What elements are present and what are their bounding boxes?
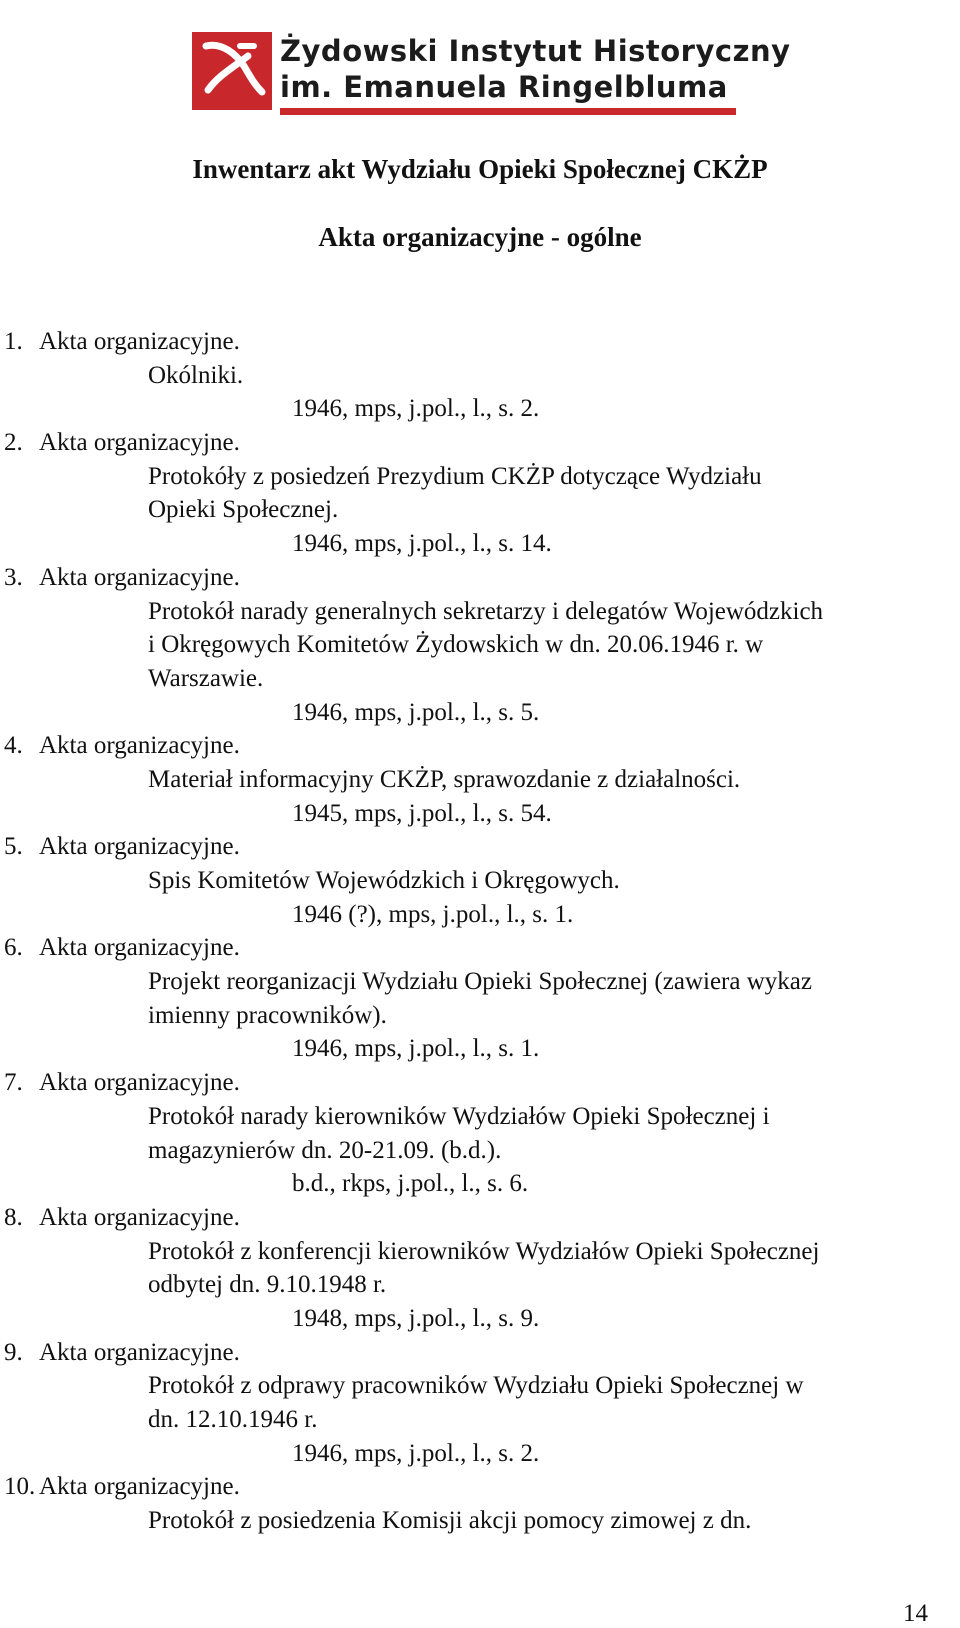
entry-heading: Akta organizacyjne.: [39, 1203, 240, 1231]
entry-metadata: 1946, mps, j.pol., l., s. 2.: [292, 1439, 540, 1467]
entry-heading: Akta organizacyjne.: [39, 563, 240, 591]
entry-number: 10.: [4, 1473, 36, 1501]
entry-heading: Akta organizacyjne.: [39, 1069, 240, 1097]
entry-description: Warszawie.: [148, 664, 264, 692]
entry-number: 3.: [4, 563, 23, 591]
entry-metadata: 1946 (?), mps, j.pol., l., s. 1.: [292, 900, 574, 928]
logo-line-2: im. Emanuela Ringelbluma: [280, 70, 728, 104]
page-number: 14: [903, 1600, 928, 1627]
entry-description: Projekt reorganizacji Wydziału Opieki Społecznej (zawiera wykaz: [148, 968, 812, 996]
entry-metadata: 1948, mps, j.pol., l., s. 9.: [292, 1304, 540, 1332]
entry-heading: Akta organizacyjne.: [39, 1473, 240, 1501]
inventory-entry: [0, 426, 960, 561]
entry-heading: Akta organizacyjne.: [39, 732, 240, 760]
inventory-entry: [0, 1201, 960, 1336]
entry-heading: Akta organizacyjne.: [39, 328, 240, 355]
entry-number: 6.: [4, 934, 23, 962]
entry-description: Opieki Społecznej.: [148, 496, 339, 524]
entry-heading: Akta organizacyjne.: [39, 833, 240, 861]
logo-emblem-icon: [192, 32, 272, 110]
entry-description: Protokół z odprawy pracowników Wydziału Opieki Społecznej w: [148, 1372, 804, 1400]
inventory-entry: [0, 729, 960, 830]
entry-metadata: 1946, mps, j.pol., l., s. 5.: [292, 698, 540, 726]
inventory-entry: [0, 1470, 960, 1537]
logo-line-1: Żydowski Instytut Historyczny: [280, 34, 791, 68]
entry-heading: Akta organizacyjne.: [39, 429, 240, 457]
entry-description: Spis Komitetów Wojewódzkich i Okręgowych.: [148, 867, 620, 894]
entry-description: i Okręgowych Komitetów Żydowskich w dn. 20.06.1946 r. w: [148, 631, 764, 659]
entry-number: 9.: [4, 1338, 23, 1366]
entry-number: 7.: [4, 1069, 23, 1097]
entry-metadata: 1945, mps, j.pol., l., s. 54.: [292, 799, 552, 827]
inventory-entry: [0, 1336, 960, 1471]
document-title: Inwentarz akt Wydziału Opieki Społecznej CKŻP: [192, 154, 768, 184]
inventory-list: [0, 325, 960, 1538]
entry-description: magazynierów dn. 20-21.09. (b.d.).: [148, 1136, 502, 1164]
entry-number: 2.: [4, 429, 23, 457]
inventory-entry: [0, 830, 960, 931]
entry-metadata: 1946, mps, j.pol., l., s. 1.: [292, 1035, 540, 1063]
entry-metadata: 1946, mps, j.pol., l., s. 14.: [292, 530, 552, 558]
inventory-entry: [0, 325, 960, 426]
entry-metadata: 1946, mps, j.pol., l., s. 2.: [292, 395, 540, 423]
entry-number: 1.: [4, 328, 23, 355]
entry-description: Protokół z konferencji kierowników Wydziałów Opieki Społecznej: [148, 1237, 820, 1265]
entry-description: Okólniki.: [148, 361, 244, 389]
inventory-entry: [0, 931, 960, 1066]
entry-heading: Akta organizacyjne.: [39, 934, 240, 962]
entry-number: 5.: [4, 833, 23, 861]
logo-underline: [280, 108, 736, 115]
entry-description: Protokół z posiedzenia Komisji akcji pomocy zimowej z dn.: [148, 1507, 752, 1535]
inventory-entry: [0, 561, 960, 729]
entry-number: 4.: [4, 732, 23, 760]
inventory-entry: [0, 1066, 960, 1201]
entry-description: odbytej dn. 9.10.1948 r.: [148, 1271, 387, 1299]
document-subtitle: Akta organizacyjne - ogólne: [318, 222, 642, 252]
entry-description: Materiał informacyjny CKŻP, sprawozdanie z działalności.: [148, 765, 741, 793]
entry-heading: Akta organizacyjne.: [39, 1338, 240, 1366]
entry-metadata: b.d., rkps, j.pol., l., s. 6.: [292, 1170, 529, 1198]
entry-description: imienny pracowników).: [148, 1001, 387, 1029]
entry-description: Protokół narady generalnych sekretarzy i delegatów Wojewódzkich: [148, 597, 824, 625]
institute-logo: [192, 32, 791, 118]
entry-number: 8.: [4, 1203, 23, 1231]
entry-description: Protokół narady kierowników Wydziałów Opieki Społecznej i: [148, 1102, 770, 1130]
entry-description: Protokóły z posiedzeń Prezydium CKŻP dotyczące Wydziału: [148, 462, 762, 490]
entry-description: dn. 12.10.1946 r.: [148, 1406, 318, 1433]
